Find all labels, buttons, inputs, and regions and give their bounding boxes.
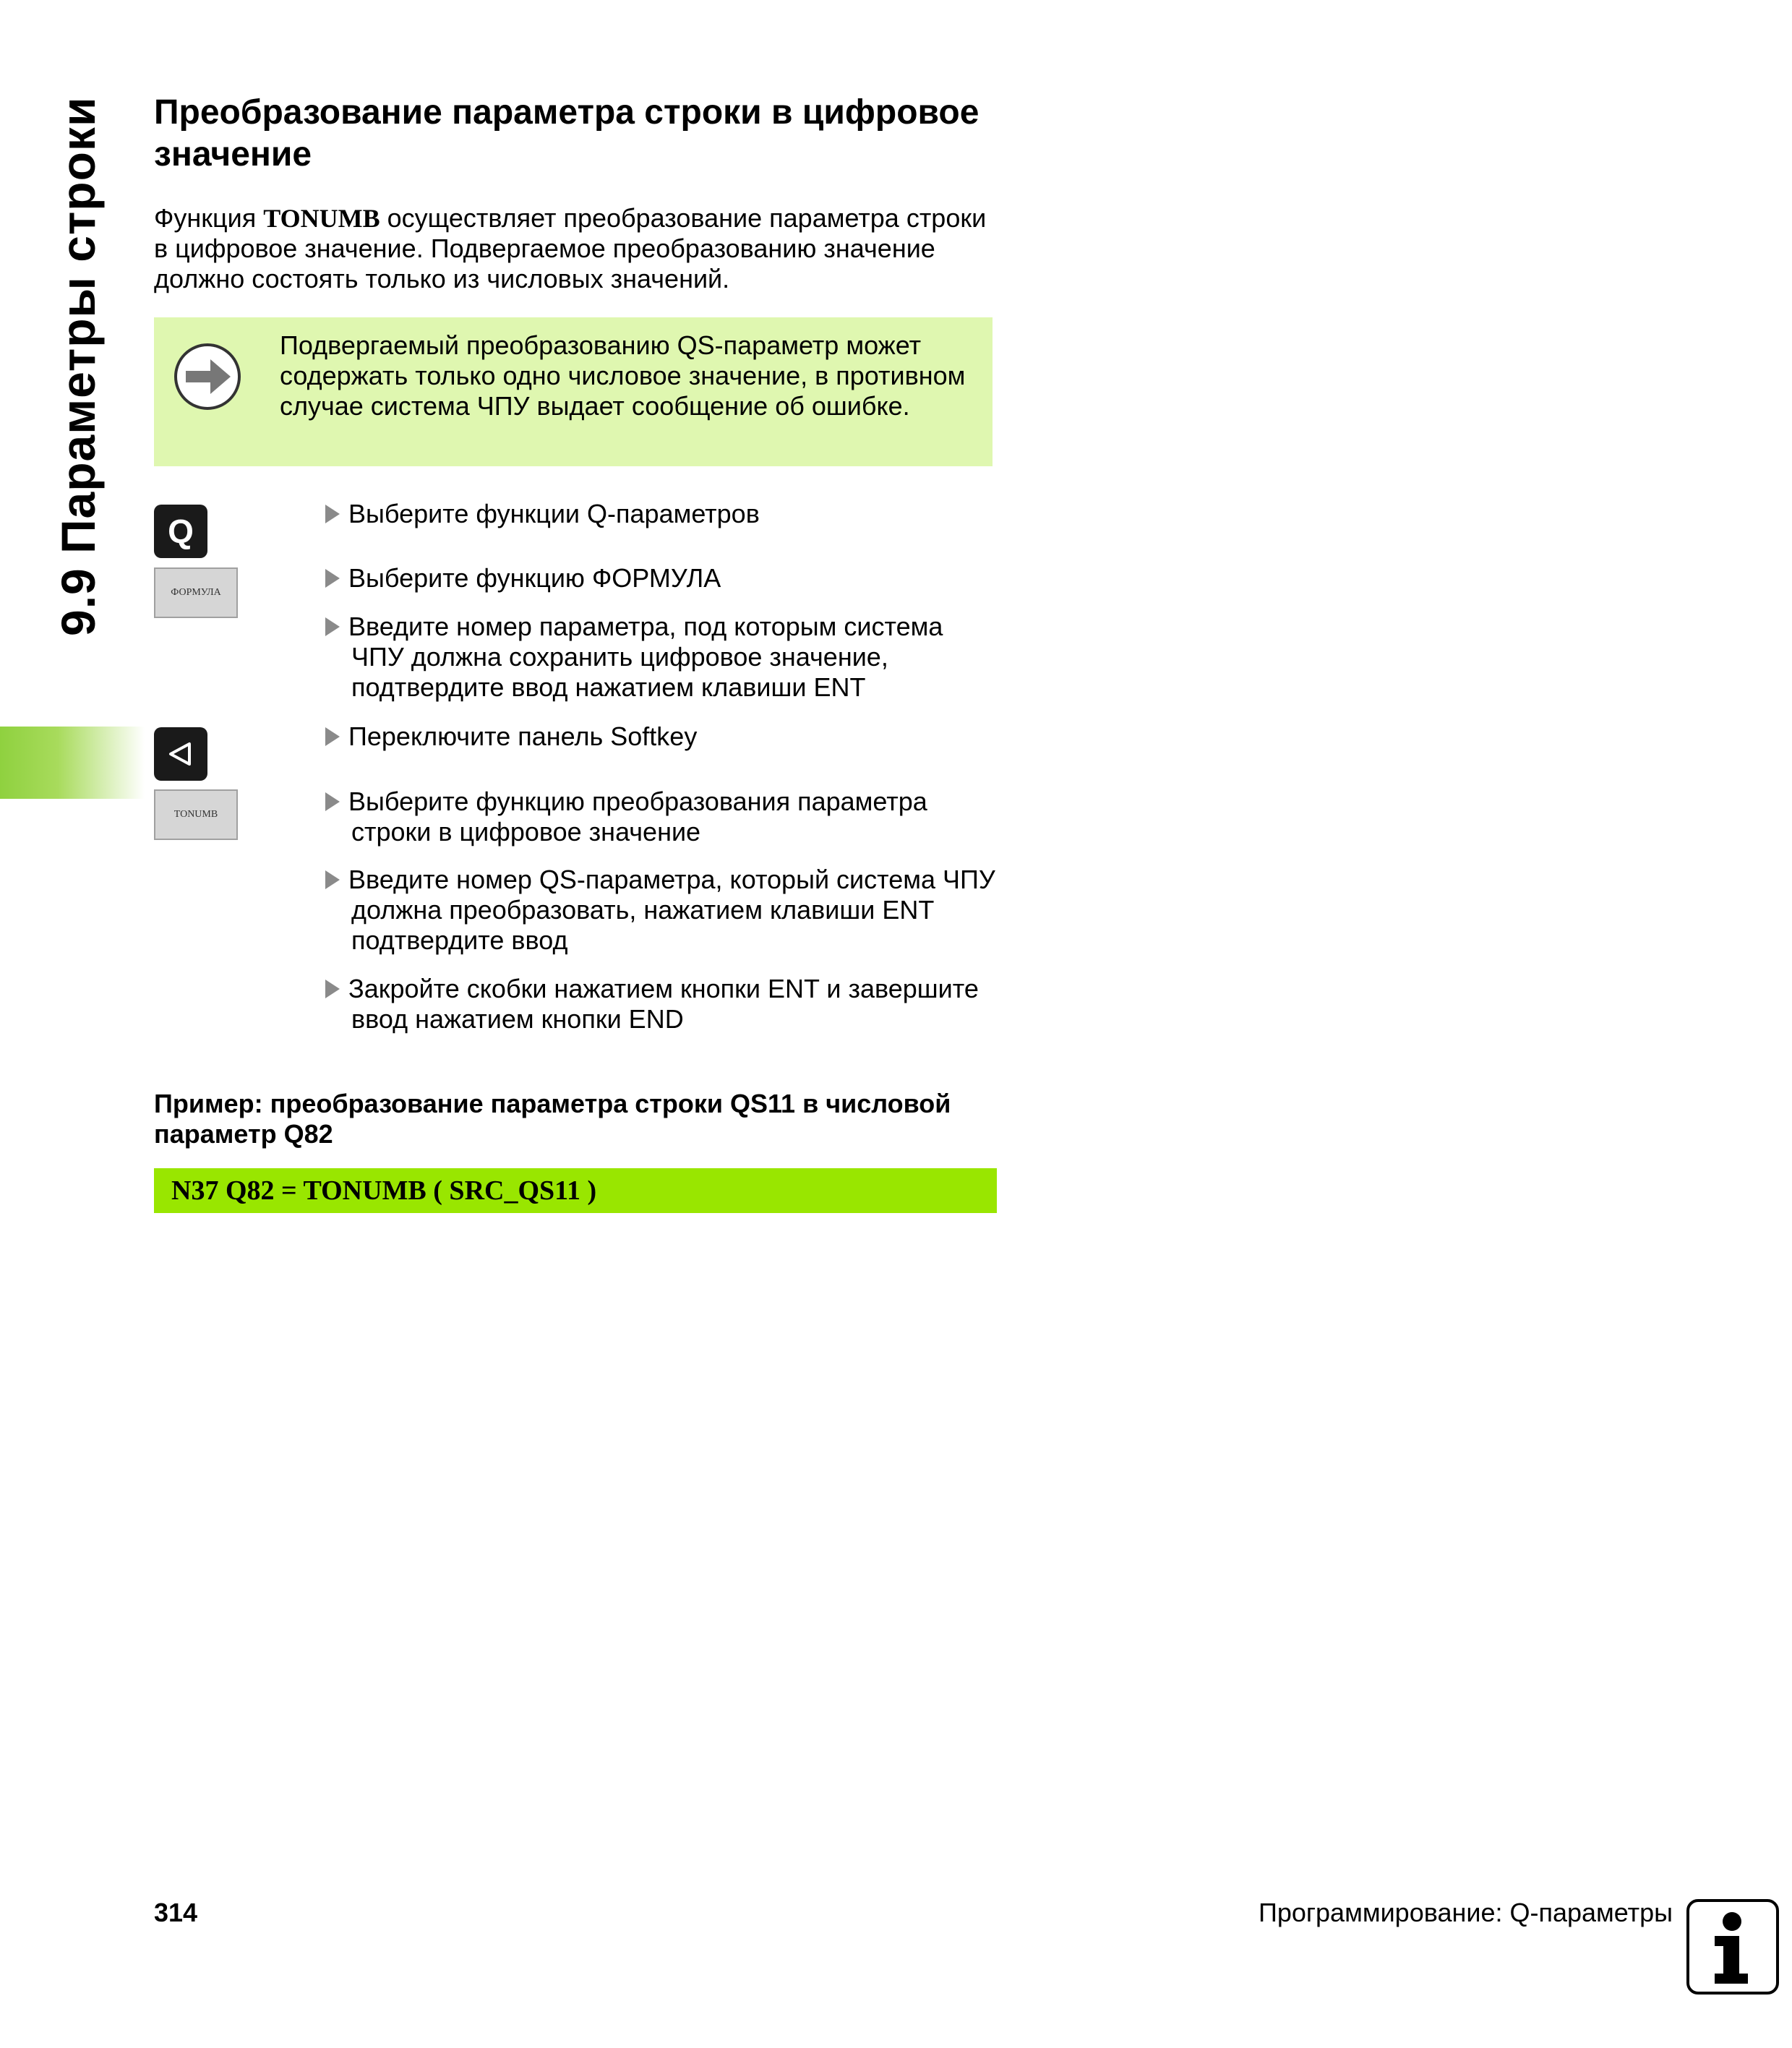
chapter-section-title: 9.9 Параметры строки: [51, 96, 105, 636]
step-text: Выберите функцию преобразования параметра строки в цифровое значение: [348, 787, 927, 847]
list-item: [325, 499, 998, 529]
formula-softkey[interactable]: ФОРМУЛА: [154, 567, 238, 618]
section-heading: Преобразование параметра строки в цифровое значение: [154, 93, 979, 173]
note-text: Подвергаемый преобразованию QS-параметр может содержать только одно числовое значение, в противном случае система ЧПУ выдает сообщение об ошибке.: [280, 330, 966, 421]
bullet-triangle-icon: [325, 569, 340, 588]
step-text: Закройте скобки нажатием кнопки ENT и завершите ввод нажатием кнопки END: [348, 974, 979, 1034]
list-item: [325, 974, 998, 1034]
intro-prefix: Функция: [154, 203, 264, 233]
bullet-triangle-icon: [325, 792, 340, 811]
step-text: Введите номер параметра, под которым система ЧПУ должна сохранить цифровое значение, подтвердите ввод нажатием клавиши ENT: [348, 612, 943, 702]
step-text: Введите номер QS-параметра, который система ЧПУ должна преобразовать, нажатием клавиши ENT подтвердите ввод: [348, 865, 995, 955]
list-item: [325, 787, 998, 847]
code-line: N37 Q82 = TONUMB ( SRC_QS11 ): [171, 1175, 597, 1206]
bullet-triangle-icon: [325, 870, 340, 889]
page-number: 314: [154, 1898, 198, 1927]
bullet-triangle-icon: [325, 617, 340, 636]
arrow-right-icon: [173, 342, 242, 411]
list-item: [325, 563, 998, 594]
function-name: TONUMB: [263, 204, 380, 233]
step-text: Переключите панель Softkey: [348, 721, 698, 751]
step-text: Выберите функцию ФОРМУЛА: [348, 563, 721, 593]
chapter-tab-marker: [0, 727, 145, 799]
bullet-triangle-icon: [325, 727, 340, 746]
q-key[interactable]: Q: [154, 505, 207, 558]
bullet-triangle-icon: [325, 980, 340, 998]
list-item: [325, 865, 998, 956]
bullet-triangle-icon: [325, 505, 340, 523]
code-block: [154, 1168, 997, 1213]
list-item: [325, 612, 998, 703]
intro-text: осуществляет преобразование параметра строки в цифровое значение. Подвергаемое преобразованию значение должно состоять только из числовых значений.: [154, 203, 987, 294]
note-box: [154, 317, 993, 466]
footer-chapter-title: Программирование: Q-параметры: [1258, 1898, 1673, 1927]
switch-softkey-bar-key[interactable]: [154, 727, 207, 781]
info-icon: [1686, 1898, 1780, 1995]
step-text: Выберите функции Q-параметров: [348, 499, 760, 528]
triangle-left-icon: [166, 740, 195, 768]
example-title: Пример: преобразование параметра строки QS11 в числовой параметр Q82: [154, 1089, 951, 1149]
list-item: [325, 721, 998, 752]
tonumb-softkey[interactable]: TONUMB: [154, 789, 238, 840]
intro-paragraph: [154, 203, 1007, 294]
